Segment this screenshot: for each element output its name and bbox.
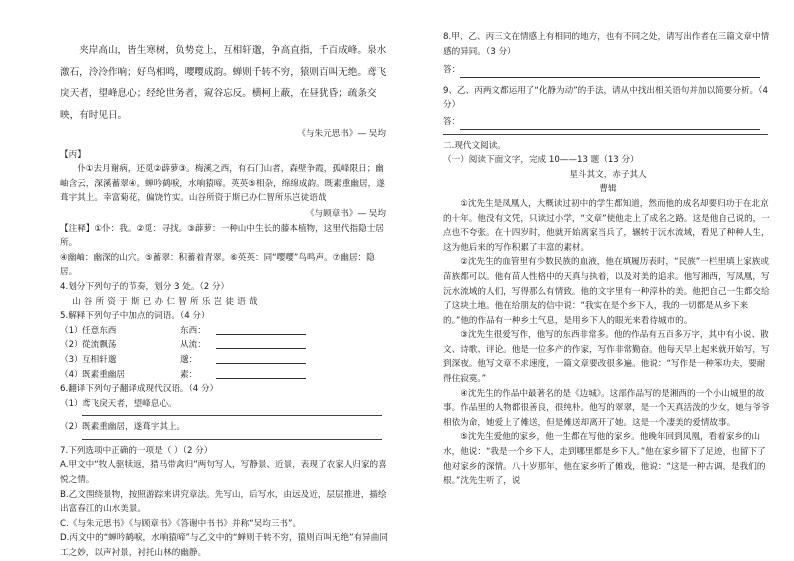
- answer-line[interactable]: [216, 324, 306, 335]
- passage-bing: 仆①去月谢病，还觅②薜萝③。梅溪之西，有石门山者，森壁争霞，孤峰限日；幽岫含云，深溪蓄翠④。蝉吟鹤唳，水响猿啼。英英⑤相杂，绵绵成韵。既素重幽居，遂葺宇其上。幸富菊花，偏饶竹实。山谷所资于斯已办仁智所乐岂徒语哉: [60, 164, 385, 204]
- question-8: 8.甲、乙、丙三文在情感上有相同的地方，也有不同之处，请写出作者在三篇文章中情感的异同。（3 分）: [443, 32, 770, 57]
- notes-line-2: ④幽岫：幽深的山穴。⑤蓄翠：积蓄着青翠。⑥英英：同“嘤嘤”鸟鸣声。⑦幽居：隐居。: [60, 252, 375, 278]
- source-bing: 《与顾章书》— 吴均: [305, 208, 386, 219]
- question-4: 4.划分下列句子的节奏，划分 3 处。（2 分）: [60, 281, 230, 292]
- article-title: 星斗其文，赤子其人: [569, 169, 647, 180]
- q7-option-b[interactable]: B.乙文围绕景物，按照游踪来讲究章法。先写山，后写水，由远及近，层层推进，描绘出富春江的山水美景。: [60, 489, 387, 515]
- section-2-title: 二.现代文阅读。: [443, 140, 506, 151]
- q7-option-d[interactable]: D.丙文中的“蝉吟鹤唳，水响猿啼”与乙文中的“蝉则千转不穷，猿则百叫无绝”有异曲同工之妙，以声衬景，衬托山林的幽静。: [60, 533, 388, 559]
- article-paragraph-3: ③沈先生很爱写作，他写的东西非常多。他的作品有五百多万字，其中有小说、散文、诗歌、评论。他是一位多产的作家，写作非常勤奋。他每天早上起来就开始写，写到深夜。他写文章不求速度，一篇文章要改很多遍。他说：“写作是一种笨功夫，要耐得住寂寞。”: [443, 330, 770, 385]
- answer-line[interactable]: [82, 439, 382, 440]
- passage-yi: 夹岸高山，皆生寒树，负势竞上，互相轩邈，争高直指，千百成峰。泉水激石，泠泠作响；好鸟相鸣，嘤嘤成韵。蝉则千转不穷，猿则百叫无绝。鸢飞戾天者，望峰息心；经纶世务者，窥谷忘反。横柯上蔽，在昼犹昏；疏条交映，有时见日。: [60, 45, 387, 121]
- answer-line[interactable]: [460, 67, 760, 78]
- q7-option-c[interactable]: C.《与朱元思书》《与顾章书》《答谢中书书》并称“吴均三书”。: [60, 518, 302, 529]
- question-5: 5.解释下列句子中加点的词语。（4 分）: [60, 311, 210, 322]
- q9-answer: 答：: [443, 115, 773, 130]
- q5-item-1: （1） 任意东西 东西：: [60, 324, 390, 339]
- article-paragraph-5: ⑤沈先生爱他的家乡，他一生都在写他的家乡。他晚年回到凤凰，看着家乡的山水，他说：“我是一个乡下人，走到哪里都是乡下人。”他在家乡留下了足迹，也留下了他对家乡的深情。八十岁那年，他在家乡听了傩戏，他说：“这是一种古调，是我们的根。”沈先生听了，说: [443, 432, 766, 487]
- question-6: 6.翻译下列句子翻译成现代汉语。（4 分）: [60, 384, 219, 395]
- article-paragraph-2: ②沈先生的血管里有少数民族的血液，他在填履历表时，“民族”一栏里填上家族或苗族都可以。他有苗人性格中的天真与执着，以及对美的追求。他写湘西，写凤凰，写沅水流域的人们，写得那么有情致。他的文字里有一种淳朴的美。他把自己一生都交给了这块土地。他在给朋友的信中说：“我实在是个乡下人，我的一切都是从乡下来的。”他的作品有一种乡土气息，是用乡下人的眼光来看待城市的。: [443, 257, 770, 326]
- q5-item-3: （3） 互相轩邈 邈：: [60, 353, 390, 368]
- q6-item-1: （1） 鸢飞戾天者，望峰息心。: [60, 398, 177, 409]
- article-paragraph-1: ①沈先生是凤凰人，大概读过初中的学生都知道，然而他的成名却要归功于在北京的十年。他没有文凭，只读过小学，“文章”使他走上了成名之路。这是他自己说的，一点也不夸张。在十四岁时，他就开始离家当兵了，辗转于沅水流域，看见了种种人生，这为他后来的写作积累了丰富的素材。: [443, 198, 770, 253]
- question-7: 7.下列选项中正确的一项是（ ）（2 分）: [60, 445, 213, 456]
- article-paragraph-4: ④沈先生的作品中最著名的是《边城》。这部作品写的是湘西的一个小山城里的故事。作品里的人物都很善良，很纯朴。他写的翠翠，是一个天真活泼的少女，她与爷爷相依为命，她爱上了傩送，但是傩送却离开了她。这是一个凄美的爱情故事。: [443, 388, 770, 428]
- q7-option-a[interactable]: A.甲文中“牧人驱犊返，猎马带禽归”两句写人，写静景、近景，表现了农家人归家的喜悦之情。: [60, 460, 387, 486]
- section-2-subtitle: （一）阅读下面文字，完成 10——13 题（13 分）: [443, 155, 639, 166]
- answer-line[interactable]: [216, 353, 306, 364]
- section-bing-label: 【丙】: [60, 149, 86, 160]
- q5-item-2: （2） 從流飘荡 从流：: [60, 338, 390, 353]
- question-9: 9、乙、丙两文都运用了“化静为动”的手法，请从中找出相关语句并加以简要分析。（4 分）: [443, 85, 768, 111]
- source-yi: 《与朱元思书》— 吴均: [297, 129, 386, 139]
- answer-line[interactable]: [216, 338, 306, 349]
- answer-line[interactable]: [82, 415, 382, 416]
- right-column: [443, 30, 773, 489]
- left-column: [60, 40, 390, 561]
- article-author: 曹辑: [599, 184, 617, 195]
- answer-line[interactable]: [216, 368, 306, 379]
- answer-line[interactable]: [443, 134, 768, 135]
- q8-answer: 答：: [443, 63, 773, 78]
- q5-item-4: （4） 既素重幽居 素：: [60, 368, 390, 383]
- q6-item-2: （2） 既素重幽居，遂葺宇其上。: [60, 422, 186, 433]
- notes-line-1: 【注释】①仆：我。②觅：寻找。③薜萝：一种山中生长的藤本植物，这里代指隐士居所。: [60, 223, 384, 249]
- question-4-sentence: 山谷所资于斯已办仁智所乐岂徒语哉: [72, 296, 261, 307]
- answer-line[interactable]: [460, 119, 760, 130]
